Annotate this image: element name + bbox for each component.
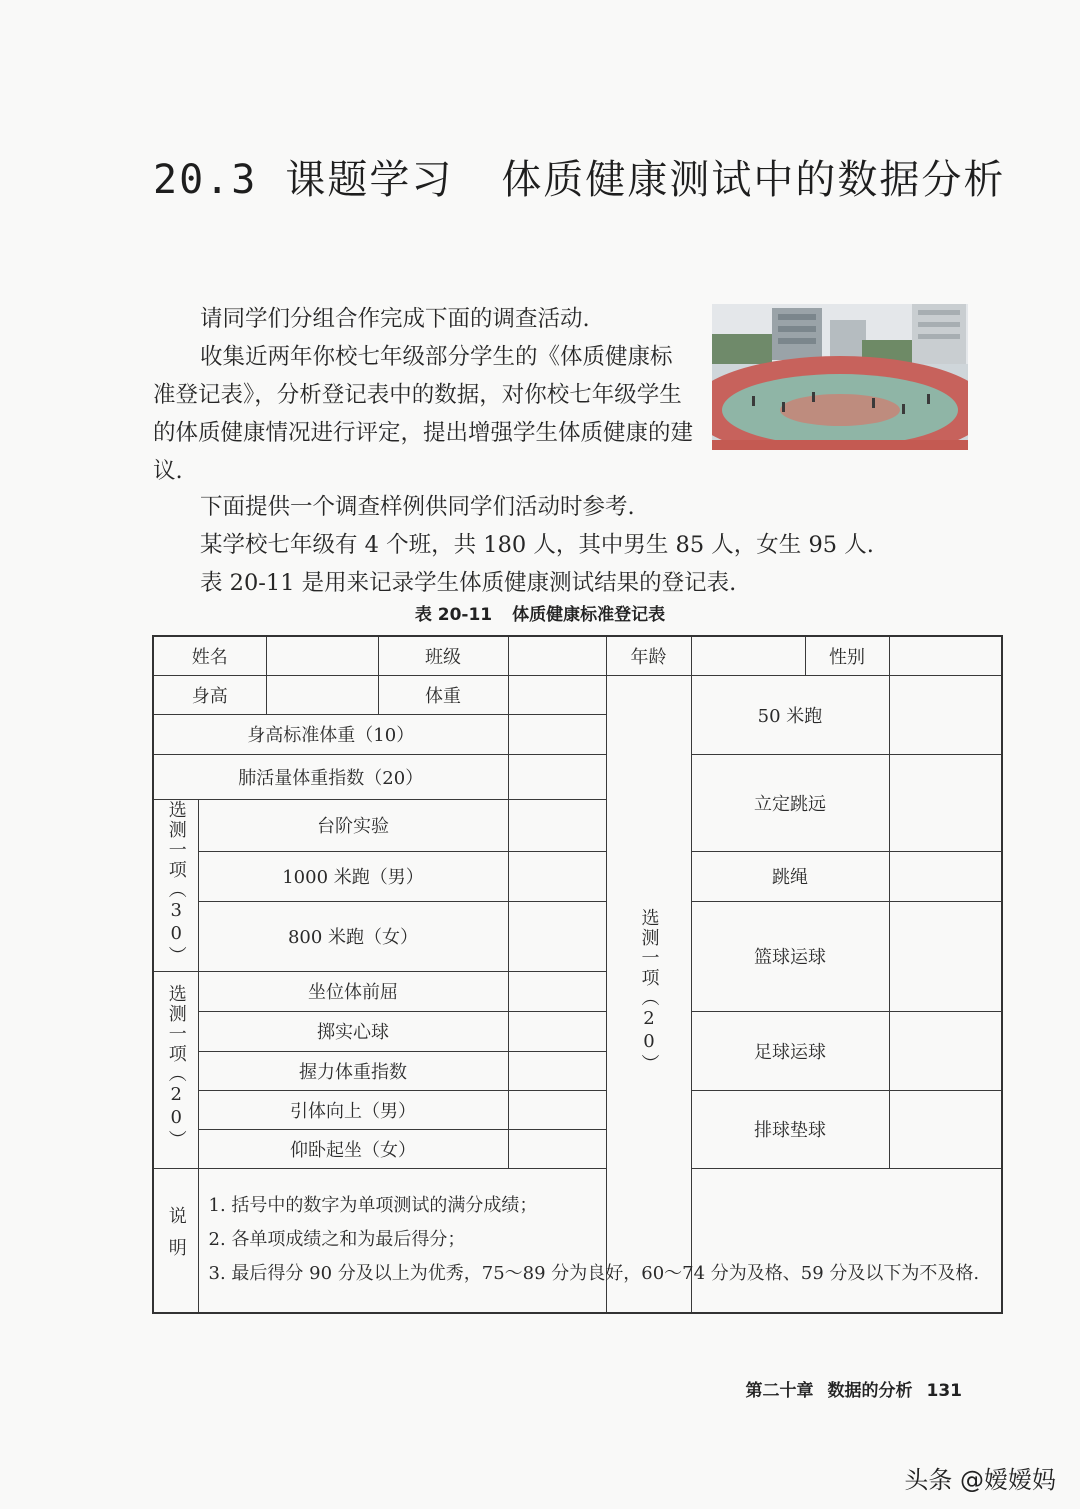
group3-label: 选测一项（20） bbox=[638, 908, 660, 1075]
class-label: 班级 bbox=[425, 646, 461, 668]
group3-value-4[interactable] bbox=[889, 901, 1002, 1011]
group3-item-5: 足球运球 bbox=[691, 1011, 889, 1090]
name-label: 姓名 bbox=[153, 636, 266, 675]
group1-label-cell bbox=[153, 799, 198, 971]
class-label-cell bbox=[378, 636, 508, 675]
group3-value-3[interactable] bbox=[889, 851, 1002, 901]
table-caption-title: 体质健康标准登记表 bbox=[512, 605, 666, 625]
intro-line-2: 收集近两年你校七年级部分学生的《体质健康标准登记表》，分析登记表中的数据，对你校七年级学生的体质健康情况进行评定，提出增强学生体质健康的建议. bbox=[153, 344, 694, 484]
group1-item-1: 台阶实验 bbox=[198, 799, 508, 851]
notes-body bbox=[198, 1168, 1002, 1313]
class-value[interactable] bbox=[508, 636, 606, 675]
standard-weight-label: 身高标准体重（10） bbox=[153, 714, 508, 754]
page-footer bbox=[746, 1376, 963, 1401]
gender-label: 性别 bbox=[805, 636, 889, 675]
standard-weight-value[interactable] bbox=[508, 714, 606, 754]
group3-item-4: 篮球运球 bbox=[691, 901, 889, 1011]
note-1: 1. 括号中的数字为单项测试的满分成绩； bbox=[208, 1195, 538, 1217]
lung-capacity-value[interactable] bbox=[508, 754, 606, 799]
note-3: 3. 最后得分 90 分及以上为优秀，75～89 分为良好，60～74 分为及格、59 分及以下为不及格. bbox=[208, 1263, 980, 1285]
group1-item-3: 800 米跑（女） bbox=[198, 901, 508, 971]
footer-section: 数据的分析 bbox=[827, 1381, 913, 1401]
intro-line-1: 请同学们分组合作完成下面的调查活动. bbox=[200, 306, 590, 332]
group2-item-4: 引体向上（男） bbox=[198, 1090, 508, 1129]
group1-value-1[interactable] bbox=[508, 799, 606, 851]
group1-label: 选测一项（30） bbox=[165, 799, 187, 966]
group3-value-5[interactable] bbox=[889, 1011, 1002, 1090]
section-number: 20.3 bbox=[153, 157, 258, 203]
watermark-credit: 头条 @嫒嫒妈 bbox=[904, 1466, 1056, 1494]
weight-label: 体重 bbox=[378, 675, 508, 714]
group3-item-6: 排球垫球 bbox=[691, 1090, 889, 1168]
page-title bbox=[153, 148, 1005, 205]
body-line-1: 下面提供一个调查样例供同学们活动时参考. bbox=[200, 494, 635, 520]
group3-value-2[interactable] bbox=[889, 754, 1002, 851]
weight-value[interactable] bbox=[508, 675, 606, 714]
group3-value-1[interactable] bbox=[889, 675, 1002, 754]
group3-item-1: 50 米跑 bbox=[691, 675, 889, 754]
group2-item-5: 仰卧起坐（女） bbox=[198, 1129, 508, 1168]
body-paragraphs bbox=[153, 488, 973, 602]
name-value[interactable] bbox=[266, 636, 378, 675]
notes-label: 说明 bbox=[165, 1205, 187, 1270]
table-caption-number: 表 20-11 bbox=[414, 605, 493, 625]
group2-label-cell bbox=[153, 971, 198, 1168]
age-value[interactable] bbox=[691, 636, 805, 675]
group2-item-2: 掷实心球 bbox=[198, 1011, 508, 1051]
group2-value-1[interactable] bbox=[508, 971, 606, 1011]
group2-value-3[interactable] bbox=[508, 1051, 606, 1090]
footer-chapter: 第二十章 bbox=[745, 1381, 814, 1401]
group2-item-3: 握力体重指数 bbox=[198, 1051, 508, 1090]
group3-item-3: 跳绳 bbox=[691, 851, 889, 901]
group1-value-2[interactable] bbox=[508, 851, 606, 901]
group1-value-3[interactable] bbox=[508, 901, 606, 971]
body-line-2: 某学校七年级有 4 个班，共 180 人，其中男生 85 人，女生 95 人. bbox=[200, 532, 874, 558]
height-label: 身高 bbox=[153, 675, 266, 714]
table-caption bbox=[0, 600, 1080, 625]
registration-table bbox=[152, 635, 1003, 1314]
title-part-2: 体质健康测试中的数据分析 bbox=[501, 157, 1006, 203]
intro-paragraphs bbox=[153, 300, 693, 490]
page-number: 131 bbox=[926, 1381, 962, 1401]
lung-capacity-label: 肺活量体重指数（20） bbox=[153, 754, 508, 799]
group2-value-5[interactable] bbox=[508, 1129, 606, 1168]
body-line-3: 表 20-11 是用来记录学生体质健康测试结果的登记表. bbox=[200, 570, 737, 596]
gender-value[interactable] bbox=[889, 636, 1002, 675]
group3-item-2: 立定跳远 bbox=[691, 754, 889, 851]
group2-value-2[interactable] bbox=[508, 1011, 606, 1051]
age-label: 年龄 bbox=[606, 636, 691, 675]
group2-value-4[interactable] bbox=[508, 1090, 606, 1129]
title-part-1: 课题学习 bbox=[285, 157, 454, 203]
group2-item-1: 坐位体前屈 bbox=[198, 971, 508, 1011]
playground-photo bbox=[712, 304, 968, 450]
group1-item-2: 1000 米跑（男） bbox=[198, 851, 508, 901]
note-2: 2. 各单项成绩之和为最后得分； bbox=[208, 1229, 466, 1251]
playground-illustration bbox=[712, 304, 968, 450]
notes-label-cell bbox=[153, 1168, 198, 1313]
height-value[interactable] bbox=[266, 675, 378, 714]
group3-value-6[interactable] bbox=[889, 1090, 1002, 1168]
group2-label: 选测一项（20） bbox=[165, 984, 187, 1150]
